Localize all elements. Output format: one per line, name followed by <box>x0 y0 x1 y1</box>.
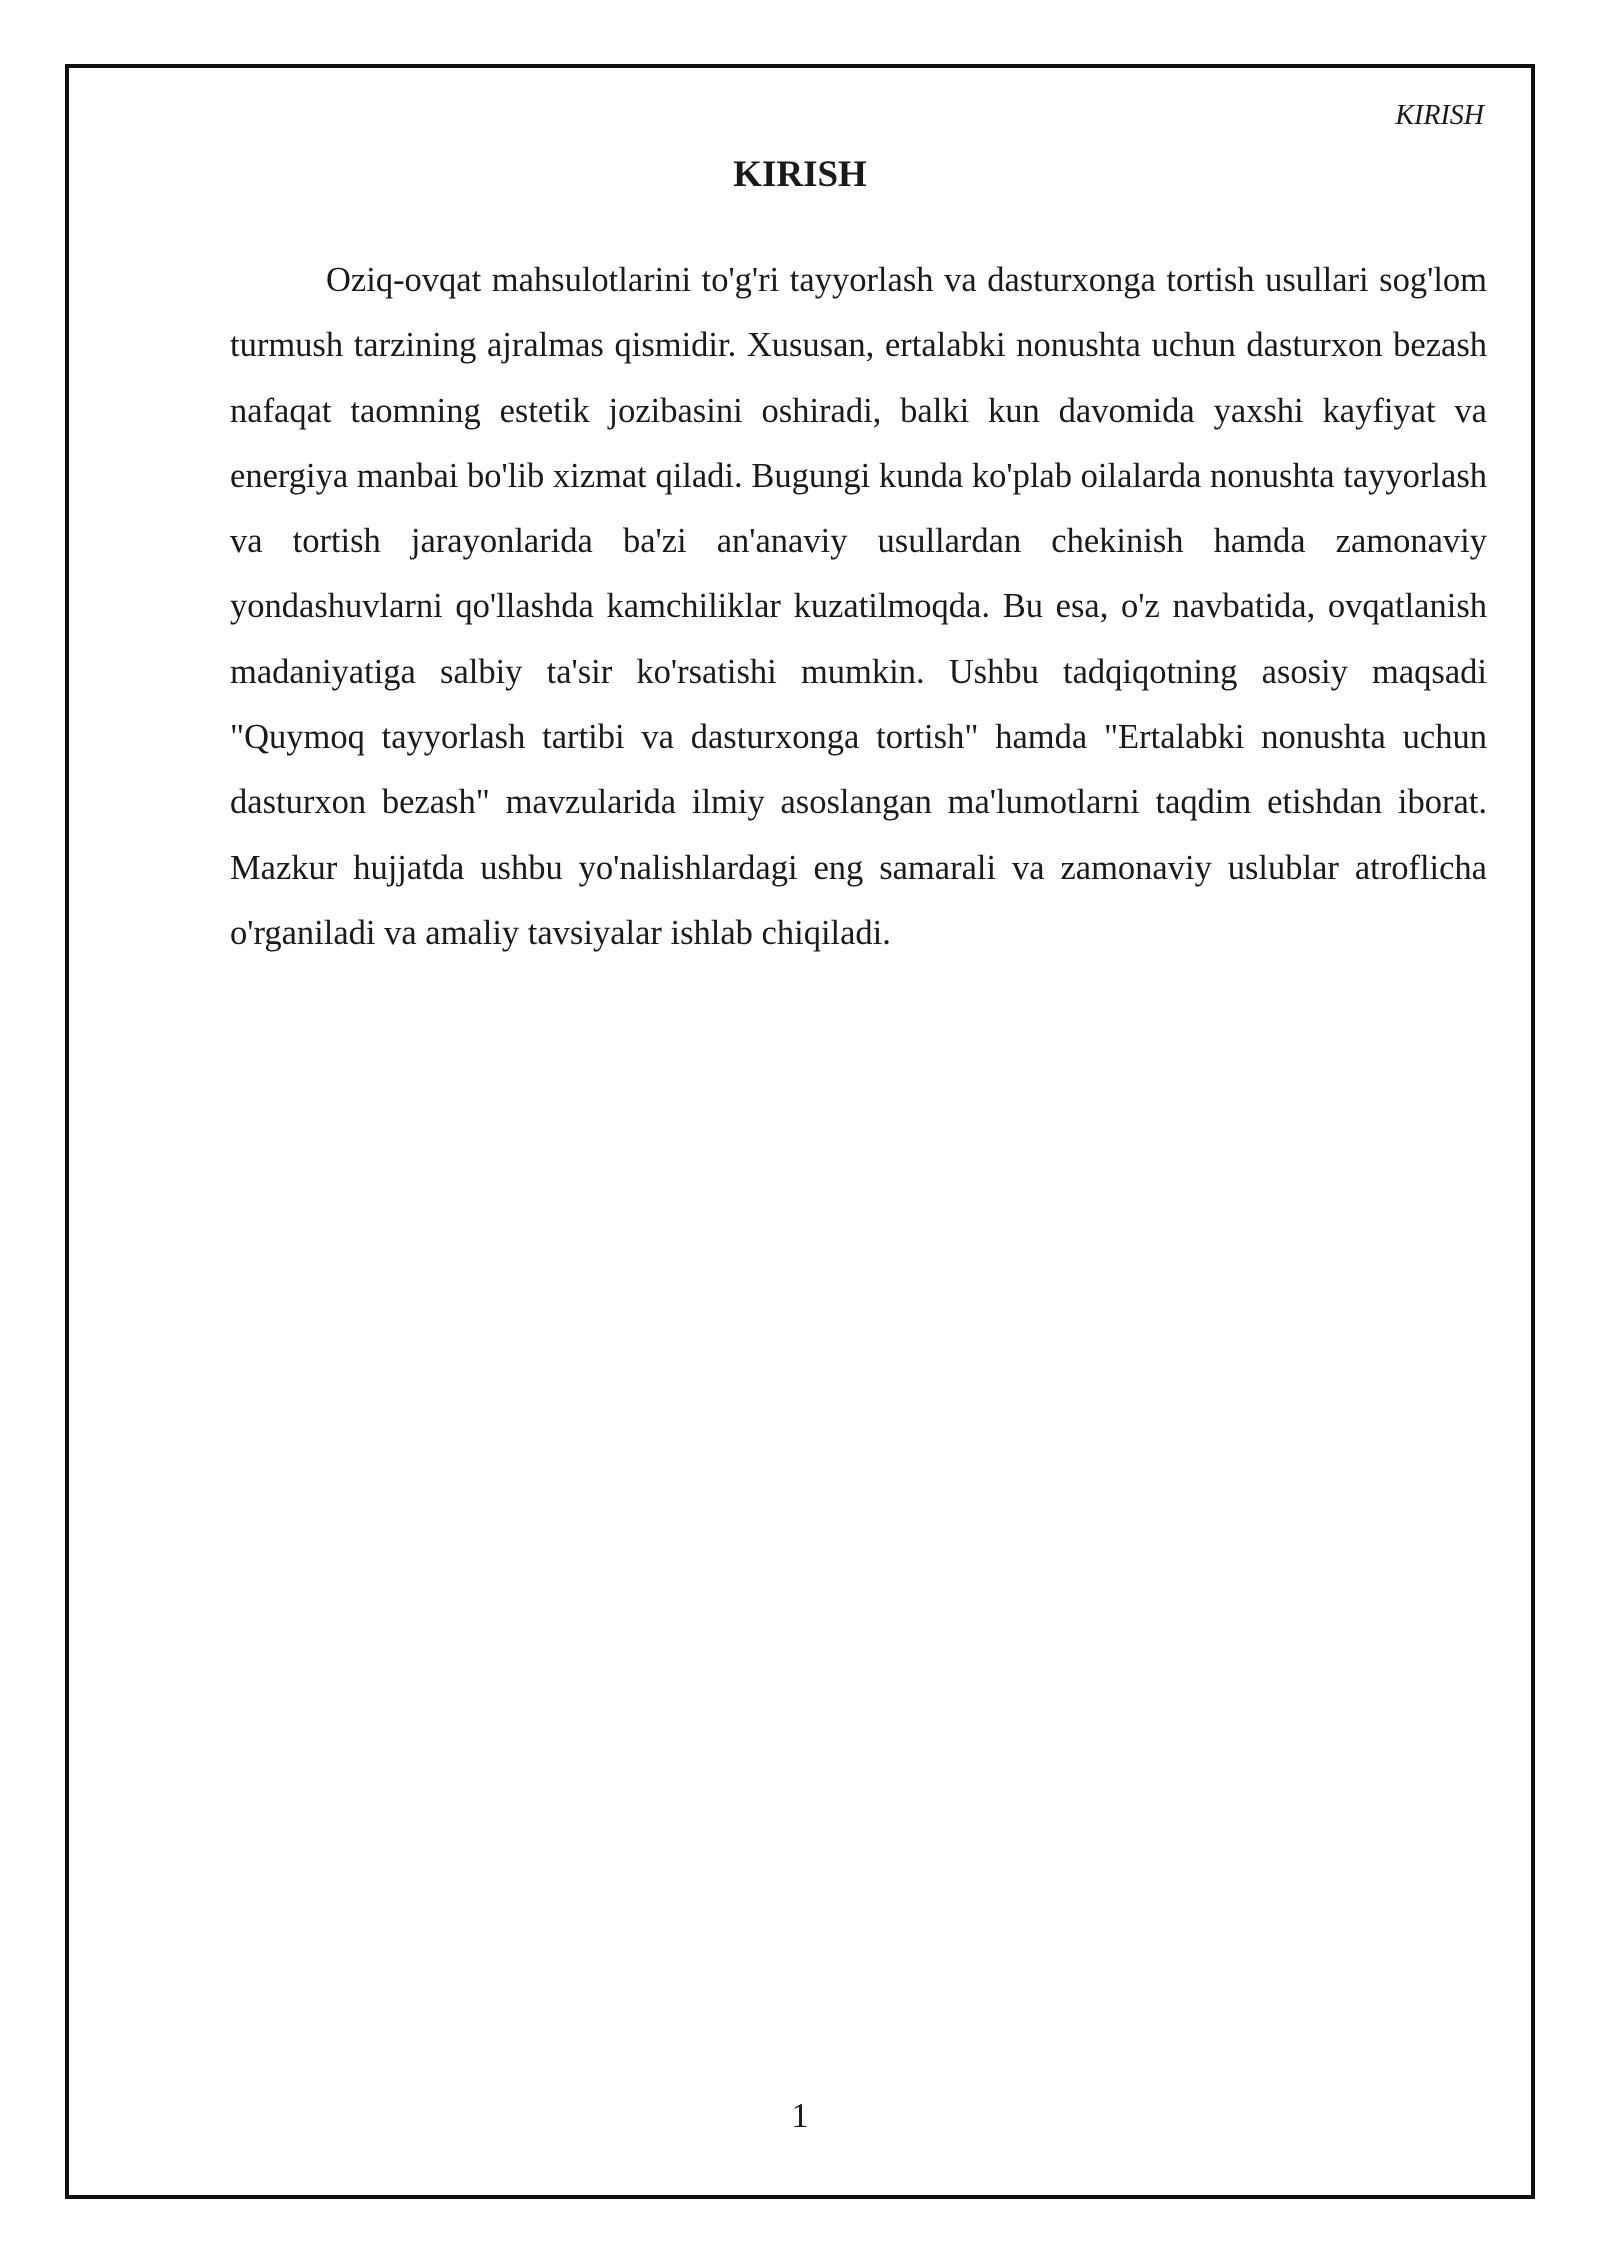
body-paragraph: Oziq-ovqat mahsulotlarini to'g'ri tayyorlash va dasturxonga tortish usullari sog'lom turmush tarzining ajralmas qismidir. Xususan, ertalabki nonushta uchun dasturxon bezash nafaqat taomning estetik jozibasini oshiradi, balki kun davomida yaxshi kayfiyat va energiya manbai bo'lib xizmat qiladi. Bugungi kunda ko'plab oilalarda nonushta tayyorlash va tortish jarayonlarida ba'zi an'anaviy usullardan chekinish hamda zamonaviy yondashuvlarni qo'llashda kamchiliklar kuzatilmoqda. Bu esa, o'z navbatida, ovqatlanish madaniyatiga salbiy ta'sir ko'rsatishi mumkin. Ushbu tadqiqotning asosiy maqsadi "Quymoq tayyorlash tartibi va dasturxonga tortish" hamda "Ertalabki nonushta uchun dasturxon bezash" mavzularida ilmiy asoslangan ma'lumotlarni taqdim etishdan iborat. Mazkur hujjatda ushbu yo'nalishlardagi eng samarali va zamonaviy uslublar atroflicha o'rganiladi va amaliy tavsiyalar ishlab chiqiladi. <box>230 261 1487 952</box>
running-header: KIRISH <box>1395 100 1484 131</box>
page-title: KIRISH <box>733 154 867 195</box>
page-number: 1 <box>791 2096 809 2135</box>
page-frame <box>65 64 1535 2199</box>
